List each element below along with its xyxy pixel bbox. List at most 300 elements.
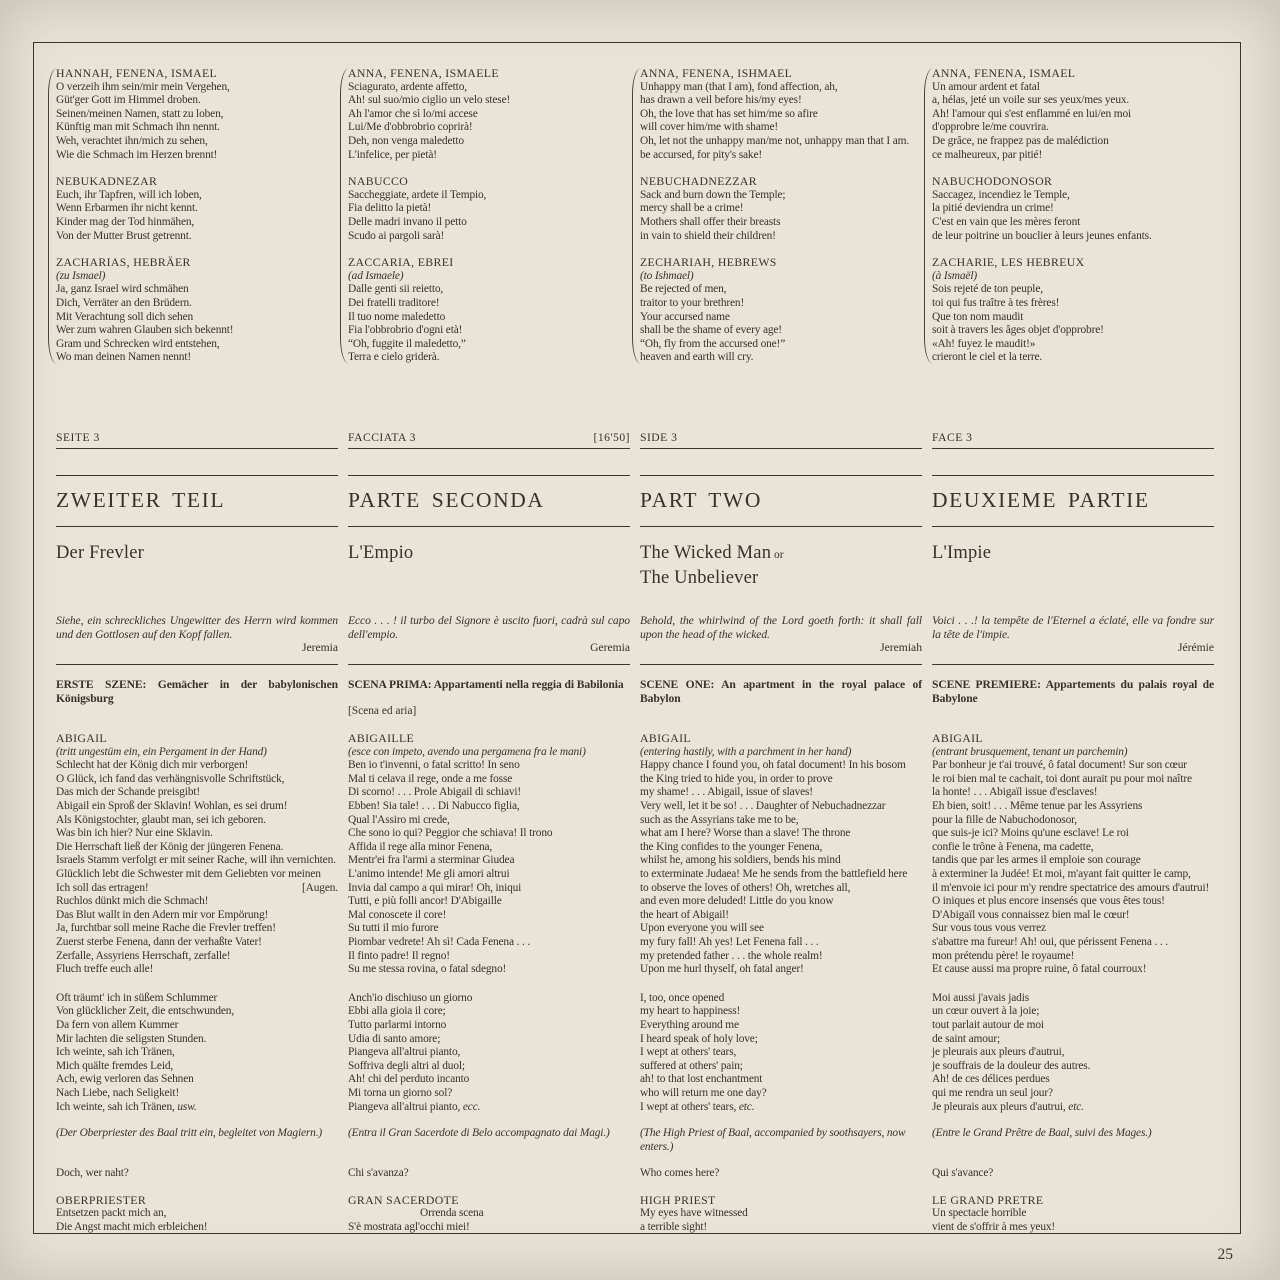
verse-line: Unhappy man (that I am), fond affection, ah,: [640, 80, 838, 93]
verse-line: mon prétendu père! le royaume!: [932, 949, 1075, 962]
speaker-name: ZACHARIE, LES HEBREUX: [932, 255, 1085, 270]
verse-line: Ja, ganz Israel wird schmähen: [56, 283, 189, 296]
verse-line: I wept at others' tears,: [640, 1046, 737, 1059]
stage-direction: (ad Ismaele): [348, 269, 404, 282]
side-label-row: [56, 431, 1214, 449]
verse-line: Wie die Schmach im Herzen brennt!: [56, 148, 218, 161]
quote-attribution: Geremia: [590, 641, 630, 655]
verse-line: Ah! de ces délices perdues: [932, 1073, 1050, 1086]
verse-line: Von der Mutter Brust getrennt.: [56, 229, 192, 242]
verse-line: Ich weinte, sah ich Tränen,: [56, 1046, 175, 1059]
verse-line: Moi aussi j'avais jadis: [932, 991, 1029, 1004]
stage-direction-english: [640, 1127, 922, 1154]
interjection-italian: [348, 1167, 630, 1181]
verse-line-turnover: [Augen.: [302, 881, 338, 894]
verse-line: Ah! chi del perduto incanto: [348, 1073, 470, 1086]
verse-line: Glücklich lebt die Schwester mit dem Geliebten vor meinen: [56, 868, 321, 880]
side-label: SIDE 3: [640, 430, 678, 444]
verse-line: Ah! sul suo/mio ciglio un velo stese!: [348, 94, 511, 107]
verse-line: my shame! . . . Abigail, issue of slaves!: [640, 786, 813, 799]
verse-line: Dei fratelli traditore!: [348, 296, 440, 309]
verse-line: Upon me hurl thyself, oh fatal anger!: [640, 963, 804, 976]
subtitle-line: Der Frevler: [56, 542, 144, 563]
verse-line: [56, 882, 338, 896]
verse-line: Mothers shall offer their breasts: [640, 215, 781, 228]
speaker-name: HIGH PRIEST: [640, 1192, 716, 1207]
verse-line: to observe the loves of others! Oh, wretches all,: [640, 881, 851, 894]
verse-line: Sur vous tous vous verrez: [932, 922, 1046, 935]
speaker-name: ZACHARIAS, HEBRÄER: [56, 255, 191, 270]
aria-italian: [348, 992, 630, 1114]
priest-row: [56, 1194, 1214, 1255]
verse-line: Die Herrschaft ließ der König der jüngeren Fenena.: [56, 840, 284, 853]
verse-line: Chi s'avanza?: [348, 1167, 409, 1180]
verse-line: whilst he, among his soldiers, bends his mind: [640, 854, 841, 867]
speaker-name: NABUCHODONOSOR: [932, 174, 1053, 189]
verse-line: Anch'io dischiuso un giorno: [348, 991, 473, 1004]
verse-line: d'opprobre le/me couvrira.: [932, 121, 1049, 134]
stage-direction-italian: [348, 1127, 630, 1154]
verse-line: in vain to shield their children!: [640, 229, 776, 242]
verse-line: Piangeva all'altrui pianto, ecc.: [348, 1100, 481, 1113]
verse-line: Fia delitto la pietà!: [348, 202, 432, 215]
scene-heading-text: SCENE PREMIERE: Appartements du palais royal de Babylone: [932, 678, 1214, 706]
verse-line: Sois rejeté de ton peuple,: [932, 283, 1043, 296]
quote-text: Siehe, ein schreckliches Ungewitter des Herrn wird kommen und den Gottlosen auf den Kopf fallen.: [56, 613, 338, 641]
verse-line: Israels Stamm verfolgt er mit seiner Rache, will ihn vernichten.: [56, 854, 336, 867]
verse-line: C'est en vain que les mères feront: [932, 215, 1081, 228]
ensemble-column-italian: [348, 67, 630, 365]
verse-line: Very well, let it be so! . . . Daughter of Nebuchadnezzar: [640, 800, 886, 813]
verse-line: L'infelice, per pietà!: [348, 148, 437, 161]
scripture-quote-row: [56, 614, 1214, 666]
verse-line: de saint amour;: [932, 1032, 1000, 1045]
subtitle-italian: [348, 542, 630, 590]
side-label-english: [640, 431, 922, 449]
verse-line: la honte! . . . Abigaïl issue d'esclaves!: [932, 786, 1098, 799]
verse-line: Ich weinte, sah ich Tränen, usw.: [56, 1100, 197, 1113]
priest-block-italian: [348, 1194, 630, 1235]
verse-line: je souffrais de la douleur des autres.: [932, 1059, 1091, 1072]
verse-line: what am I here? Worse than a slave! The throne: [640, 827, 851, 840]
verse-line: Dich, Verräter an den Brüdern.: [56, 296, 192, 309]
verse-line: Affida il rege alla minor Fenena,: [348, 840, 493, 853]
speaker-name: HANNAH, FENENA, ISMAEL: [56, 66, 218, 80]
stanza: [640, 67, 922, 162]
stanza: [56, 67, 338, 162]
verse-line: my fury fall! Ah yes! Let Fenena fall . . .: [640, 935, 819, 948]
speaker-name: ANNA, FENENA, ISMAEL: [932, 66, 1076, 80]
stanza: [640, 175, 922, 243]
speaker-name: ANNA, FENENA, ISHMAEL: [640, 66, 793, 80]
verse-line: Schlecht hat der König dich mir verborgen!: [56, 759, 249, 772]
speaker-name: OBERPRIESTER: [56, 1192, 147, 1207]
quote-text: Ecco . . . ! il turbo del Signore è uscito fuori, cadrà sul capo dell'empio.: [348, 613, 630, 641]
verse-line: (Entra il Gran Sacerdote di Belo accompagnato dai Magi.): [348, 1127, 610, 1140]
verse-line: L'animo intende! Me gli amori altrui: [348, 868, 510, 880]
verse-line: Piombar vedrete! Ah sì! Cada Fenena . . .: [348, 935, 531, 948]
verse-line: Que ton nom maudit: [932, 310, 1024, 323]
verse-line: tandis que par les armes il emploie son courage: [932, 854, 1141, 867]
speaker-name: ANNA, FENENA, ISMAELE: [348, 66, 499, 80]
speaker-name: LE GRAND PRETRE: [932, 1192, 1044, 1207]
verse-line: Upon everyone you will see: [640, 922, 764, 935]
verse-line: Delle madri invano il petto: [348, 215, 467, 228]
ensemble-column-french: [932, 67, 1214, 365]
verse-line: Als Königstochter, glaubt man, sei ich geboren.: [56, 813, 266, 826]
verse-line: Das Blut wallt in den Adern mir vor Empörung!: [56, 908, 269, 921]
verse-line: Euch, ihr Tapfren, will ich loben,: [56, 188, 202, 201]
verse-line: Mir lachten die seligsten Stunden.: [56, 1032, 207, 1045]
verse-line: Il tuo nome maledetto: [348, 310, 446, 323]
quote-text: Voici . . .! la tempête de l'Eternel a éclaté, elle va fondre sur la tête de l'impie.: [932, 613, 1214, 641]
scene-heading-french: [932, 678, 1214, 719]
verse-line: Happy chance I found you, oh fatal document! In his bosom: [640, 759, 906, 772]
verse-line: Qual l'Assiro mi crede,: [348, 813, 450, 826]
monologue-italian: [348, 732, 630, 977]
subtitle-line: L'Empio: [348, 542, 414, 563]
interjection-english: [640, 1167, 922, 1181]
verse-line: Un spectacle horrible: [932, 1207, 1027, 1220]
stage-direction: (entering hastily, with a parchment in her hand): [640, 745, 852, 758]
verse-line: crieront le ciel et la terre.: [932, 351, 1043, 364]
verse-line: mercy shall be a crime!: [640, 202, 744, 215]
verse-line: que suis-je ici? Moins qu'une esclave! Le roi: [932, 827, 1129, 840]
page-frame: [33, 42, 1241, 1234]
verse-line: Scudo ai pargoli sarà!: [348, 229, 445, 242]
verse-line: has drawn a veil before his/my eyes!: [640, 94, 802, 107]
duration-badge: [16'50]: [593, 430, 630, 444]
side-label-italian: [348, 431, 630, 449]
side-label-french: [932, 431, 1214, 449]
verse-line: Udia di santo amore;: [348, 1032, 441, 1045]
speaker-name: ZACCARIA, EBREI: [348, 255, 454, 270]
verse-line: confie le trône à Fenena, ma cadette,: [932, 840, 1094, 853]
verse-line: a terrible sight!: [640, 1221, 708, 1234]
verse-line: Mit Verachtung soll dich sehen: [56, 310, 194, 323]
priest-block-english: [640, 1194, 922, 1235]
side-label-german: [56, 431, 338, 449]
verse-line: Von glücklicher Zeit, die entschwunden,: [56, 1005, 235, 1018]
stanza: [348, 67, 630, 162]
monologue-english: [640, 732, 922, 977]
verse-line: Qui s'avance?: [932, 1167, 994, 1180]
verse-line: Ah l'amor che sì lo/mi accese: [348, 107, 478, 120]
verse-line: Ben io t'invenni, o fatal scritto! In seno: [348, 759, 520, 772]
side-label: FACE 3: [932, 430, 973, 444]
etc-marker: etc.: [1068, 1100, 1084, 1113]
verse-line: to exterminate Judaea! Me he sends from the battlefield here: [640, 868, 908, 880]
subtitle-line: The Wicked Man or: [640, 542, 784, 563]
verse-line: Ah! l'amour qui s'est enflammé en lui/en moi: [932, 107, 1132, 120]
verse-line: Your accursed name: [640, 310, 730, 323]
verse-line: Fluch treffe euch alle!: [56, 963, 154, 976]
speaker-name: NEBUCHADNEZZAR: [640, 174, 757, 189]
verse-line: Who comes here?: [640, 1167, 720, 1180]
stage-direction: (à Ismaël): [932, 269, 977, 282]
verse-line: Lui/Me d'obbrobrio coprirà!: [348, 121, 473, 134]
verse-line: à exterminer la Judée! Et moi, m'ayant fait quitter le camp,: [932, 868, 1191, 880]
aria-german: [56, 992, 338, 1114]
verse-line: Da fern von allem Kummer: [56, 1018, 179, 1031]
verse-line: ah! to that lost enchantment: [640, 1073, 763, 1086]
verse-line: such as the Assyrians take me to be,: [640, 813, 799, 826]
etc-marker: etc.: [738, 1100, 755, 1113]
part-title-german: ZWEITER TEIL: [56, 475, 338, 527]
verse-line: Oft träumt' ich in süßem Schlummer: [56, 991, 218, 1004]
ensemble-column-german: [56, 67, 338, 365]
verse-line: “Oh, fuggite il maledetto,”: [348, 337, 466, 350]
verse-line: Zerfalle, Assyriens Herrschaft, zerfalle!: [56, 949, 231, 962]
verse-line: Wo man deinen Namen nennt!: [56, 351, 191, 364]
scene-heading-italian: [348, 678, 630, 719]
verse-line: Su me stessa rovina, o fatal sdegno!: [348, 963, 507, 976]
verse-line: soit à travers les âges objet d'opprobre!: [932, 324, 1104, 337]
verse-line: the King confides to the younger Fenena,: [640, 840, 823, 853]
verse-line: Saccheggiate, ardete il Tempio,: [348, 188, 487, 201]
stage-direction-row: [56, 1127, 1214, 1154]
verse-line: Nach Liebe, nach Seligkeit!: [56, 1086, 180, 1099]
speaker-name: ABIGAILLE: [348, 731, 415, 746]
verse-line: my pretended father . . . the whole realm!: [640, 949, 823, 962]
verse-line: I wept at others' tears, etc.: [640, 1100, 755, 1113]
stage-direction: (zu Ismael): [56, 269, 106, 282]
verse-line: Be rejected of men,: [640, 283, 727, 296]
stanza: [932, 175, 1214, 243]
ensemble-row: [56, 67, 1214, 365]
verse-line: D'Abigaïl vous connaissez bien mal le cœur!: [932, 908, 1130, 921]
verse-line: Orrenda scena: [420, 1207, 484, 1220]
verse-line: Mi torna un giorno sol?: [348, 1086, 453, 1099]
aria-row: [56, 992, 1214, 1114]
verse-line: De grâce, ne frappez pas de malédiction: [932, 134, 1109, 147]
subtitle-row: [56, 542, 1214, 590]
verse-line: je pleurais aux pleurs d'autrui,: [932, 1046, 1065, 1059]
quote-text: Behold, the whirlwind of the Lord goeth forth: it shall fall upon the head of the wicked.: [640, 613, 922, 641]
speaker-name: GRAN SACERDOTE: [348, 1192, 459, 1207]
verse-line: Die Angst macht mich erbleichen!: [56, 1221, 208, 1234]
subtitle-french: [932, 542, 1214, 590]
verse-line: I, too, once opened: [640, 991, 725, 1004]
interjection-german: [56, 1167, 338, 1181]
ensemble-parenthesis: [340, 68, 349, 364]
etc-marker: usw.: [177, 1100, 197, 1113]
scripture-quote-italian: [348, 614, 630, 666]
ensemble-parenthesis: [632, 68, 641, 364]
verse-line: Piangeva all'altrui pianto,: [348, 1046, 461, 1059]
verse-line: toi qui fus traître à tes frères!: [932, 296, 1060, 309]
stage-direction-german: [56, 1127, 338, 1154]
part-title-french: DEUXIEME PARTIE: [932, 475, 1214, 527]
verse-line: Par bonheur je t'ai trouvé, ô fatal document! Sur son cœur: [932, 759, 1187, 772]
verse-line: Ebbi alla gioia il core;: [348, 1005, 446, 1018]
verse-line: Kinder mag der Tod hinmähen,: [56, 215, 195, 228]
stanza: [56, 256, 338, 365]
subtitle-german: [56, 542, 338, 590]
speaker-name: NABUCCO: [348, 174, 409, 189]
part-title-english: PART TWO: [640, 475, 922, 527]
verse-line: un cœur ouvert à la joie;: [932, 1005, 1040, 1018]
ensemble-parenthesis: [48, 68, 57, 364]
verse-line: Eh bien, soit! . . . Même tenue par les Assyriens: [932, 800, 1143, 813]
verse-line: Güt'ger Gott im Himmel droben.: [56, 94, 201, 107]
verse-line: Gram und Schrecken wird entstehen,: [56, 337, 220, 350]
scene-heading-text: SCENE ONE: An apartment in the royal palace of Babylon: [640, 678, 922, 706]
verse-line: Saccagez, incendiez le Temple,: [932, 188, 1070, 201]
verse-line: Je pleurais aux pleurs d'autrui, etc.: [932, 1100, 1084, 1113]
verse-line: Zuerst sterbe Fenena, dann der verhaßte Vater!: [56, 935, 262, 948]
stanza: [56, 175, 338, 243]
verse-line: Was bin ich hier? Nur eine Sklavin.: [56, 827, 213, 840]
verse-line: shall be the shame of every age!: [640, 324, 782, 337]
verse-line: will cover him/me with shame!: [640, 121, 778, 134]
verse-line: Di scorno! . . . Prole Abigail di schiavi!: [348, 786, 522, 799]
verse-line: heaven and earth will cry.: [640, 351, 754, 364]
speaker-name: ABIGAIL: [56, 731, 107, 746]
verse-line: My eyes have witnessed: [640, 1207, 748, 1220]
verse-line: Sciagurato, ardente affetto,: [348, 80, 467, 93]
verse-line: tout parlait autour de moi: [932, 1018, 1044, 1031]
verse-line: qui me rendra un seul jour?: [932, 1086, 1053, 1099]
side-label: FACCIATA 3: [348, 430, 416, 444]
verse-line: Everything around me: [640, 1018, 739, 1031]
ensemble-column-english: [640, 67, 922, 365]
priest-block-french: [932, 1194, 1214, 1235]
verse-line: pour la fille de Nabuchodonosor,: [932, 813, 1077, 826]
verse-line: Su tutti il mio furore: [348, 922, 439, 935]
verse-line: il m'envoie ici pour m'y rendre spectatrice des amours d'autrui!: [932, 881, 1210, 894]
verse-line-left: Ich soll das ertragen!: [56, 881, 149, 894]
stanza: [640, 256, 922, 365]
verse-line: Entsetzen packt mich an,: [56, 1207, 167, 1220]
scripture-quote-english: [640, 614, 922, 666]
verse-line: Sack and burn down the Temple;: [640, 188, 786, 201]
verse-line: Tutti, e più folli ancor! D'Abigaille: [348, 895, 502, 908]
verse-line: my heart to happiness!: [640, 1005, 741, 1018]
speaker-name: NEBUKADNEZAR: [56, 174, 158, 189]
stage-direction: (to Ishmael): [640, 269, 694, 282]
verse-line: Wer zum wahren Glauben sich bekennt!: [56, 324, 234, 337]
verse-line: Das mich der Schande preisgibt!: [56, 786, 201, 799]
stanza: [348, 175, 630, 243]
verse-line: the heart of Abigail!: [640, 908, 729, 921]
speaker-name: ABIGAIL: [932, 731, 983, 746]
stage-direction: (tritt ungestüm ein, ein Pergament in der Hand): [56, 745, 267, 758]
subtitle-line: L'Impie: [932, 542, 992, 563]
verse-line: ce malheureux, par pitié!: [932, 148, 1043, 161]
verse-line: Ja, furchtbar soll meine Rache die Frevler treffen!: [56, 922, 276, 935]
stanza: [932, 256, 1214, 365]
verse-line: Un amour ardent et fatal: [932, 80, 1040, 93]
speaker-name: ZECHARIAH, HEBREWS: [640, 255, 777, 270]
stage-direction: (esce con impeto, avendo una pergamena fra le mani): [348, 745, 586, 758]
scene-heading-german: [56, 678, 338, 719]
verse-line: Et cause aussi ma propre ruine, ô fatal courroux!: [932, 963, 1147, 976]
verse-line: traitor to your brethren!: [640, 296, 745, 309]
interjection-french: [932, 1167, 1214, 1181]
verse-line: Deh, non venga maledetto: [348, 134, 464, 147]
verse-line: Abigail ein Sproß der Sklavin! Wohlan, es sei drum!: [56, 800, 288, 813]
verse-line: Che sono io qui? Peggior che schiava! Il trono: [348, 827, 553, 840]
verse-line: le roi bien mal te cachait, toi dont aurait pu pour moi naître: [932, 772, 1192, 785]
verse-line: a, hélas, jeté un voile sur ses yeux/mes yeux.: [932, 94, 1130, 107]
scene-heading-row: [56, 678, 1214, 719]
verse-line: O iniques et plus encore insensés que vous êtes tous!: [932, 895, 1165, 908]
verse-line: suffered at others' pain;: [640, 1059, 743, 1072]
verse-line: Seinen/meinen Namen, statt zu loben,: [56, 107, 224, 120]
side-label: SEITE 3: [56, 430, 100, 444]
verse-line: Ruchlos dünkt mich die Schmach!: [56, 895, 209, 908]
verse-line: Künftig man mit Schmach ihn nennt.: [56, 121, 220, 134]
verse-line: (Entre le Grand Prêtre de Baal, suivi des Mages.): [932, 1127, 1152, 1140]
verse-line: Weh, verachtet ihn/mich zu sehen,: [56, 134, 208, 147]
priest-block-german: [56, 1194, 338, 1235]
verse-line: Dalle genti sii reietto,: [348, 283, 444, 296]
verse-line: O Glück, ich fand das verhängnisvolle Schriftstück,: [56, 772, 285, 785]
aria-english: [640, 992, 922, 1114]
scene-heading-text: ERSTE SZENE: Gemächer in der babylonischen Königsburg: [56, 678, 338, 706]
verse-line: Il finto padre! Il regno!: [348, 949, 450, 962]
scene-heading-english: [640, 678, 922, 719]
quote-attribution: Jeremiah: [880, 641, 922, 655]
aria-french: [932, 992, 1214, 1114]
scene-heading-text: SCENA PRIMA: Appartamenti nella reggia di Babilonia: [348, 678, 624, 692]
subtitle-or: or: [771, 548, 784, 561]
music-note: [Scena ed aria]: [348, 705, 417, 718]
stage-direction: (entrant brusquement, tenant un parchemin): [932, 745, 1128, 758]
verse-line: be accursed, for pity's sake!: [640, 148, 762, 161]
verse-line: and even more deluded! Little do you know: [640, 895, 834, 908]
stanza: [348, 256, 630, 365]
etc-marker: ecc.: [462, 1100, 481, 1113]
verse-line: Ebben! Sia tale! . . . Di Nabucco figlia,: [348, 800, 520, 813]
scripture-quote-german: [56, 614, 338, 666]
verse-line: Mentr'ei fra l'armi a sterminar Giudea: [348, 854, 515, 867]
monologue-german: [56, 732, 338, 977]
verse-line: Tutto parlarmi intorno: [348, 1018, 447, 1031]
speaker-name: ABIGAIL: [640, 731, 691, 746]
subtitle-line: The Unbeliever: [640, 567, 759, 588]
verse-line: Ach, ewig verloren das Sehnen: [56, 1073, 194, 1086]
subtitle-english: [640, 542, 922, 590]
verse-line: vient de s'offrir à mes yeux!: [932, 1221, 1056, 1234]
verse-line: Doch, wer naht?: [56, 1167, 129, 1180]
verse-line: Mal conoscete il core!: [348, 908, 447, 921]
scripture-quote-french: [932, 614, 1214, 666]
verse-line: “Oh, fly from the accursed one!”: [640, 337, 786, 350]
verse-line: Mal ti celava il rege, onde a me fosse: [348, 772, 513, 785]
stage-direction-french: [932, 1127, 1214, 1154]
part-title-italian: PARTE SECONDA: [348, 475, 630, 527]
verse-line: Mich quälte fremdes Leid,: [56, 1059, 174, 1072]
verse-line: s'abattre ma fureur! Ah! oui, que périssent Fenena . . .: [932, 935, 1168, 948]
verse-line: Oh, let not the unhappy man/me not, unhappy man that I am.: [640, 134, 910, 147]
verse-line: who will return me one day?: [640, 1086, 767, 1099]
verse-line: Soffriva degli altri al duol;: [348, 1059, 465, 1072]
verse-line: I heard speak of holy love;: [640, 1032, 758, 1045]
monologue-row: [56, 732, 1214, 977]
part-title-row: [56, 475, 1214, 527]
verse-line: (Der Oberpriester des Baal tritt ein, begleitet von Magiern.): [56, 1127, 323, 1140]
quote-attribution: Jérémie: [1177, 641, 1214, 655]
page-number: 25: [1217, 1246, 1233, 1263]
verse-line: la pitié deviendra un crime!: [932, 202, 1054, 215]
verse-line: the King tried to hide you, in order to prove: [640, 772, 833, 785]
monologue-french: [932, 732, 1214, 977]
verse-line: (The High Priest of Baal, accompanied by soothsayers, now enters.): [640, 1127, 906, 1153]
interjection-row: [56, 1167, 1214, 1181]
verse-line: Fia l'obbrobrio d'ogni età!: [348, 324, 463, 337]
